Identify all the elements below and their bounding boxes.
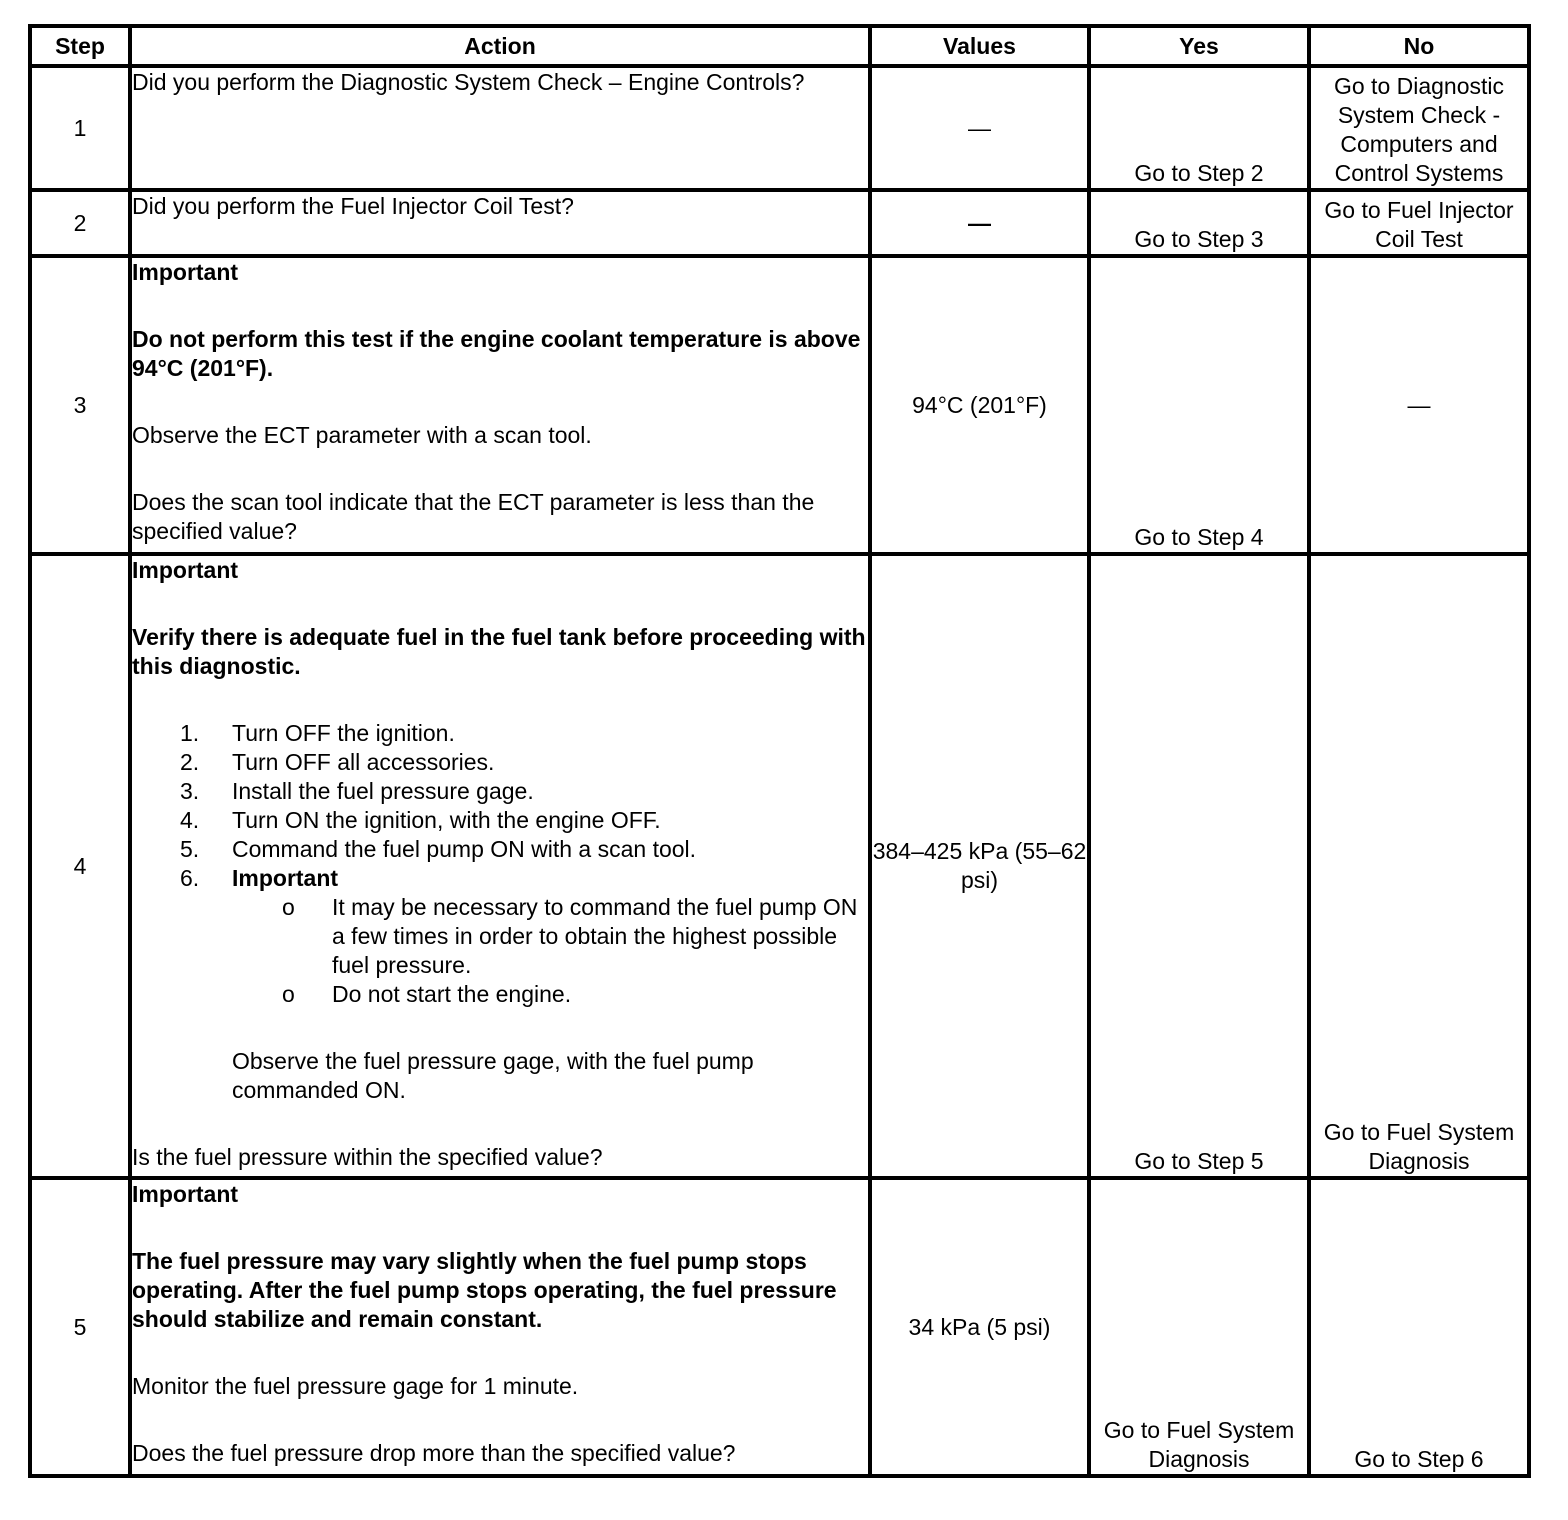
values-cell: — [870, 66, 1089, 190]
header-no: No [1309, 26, 1529, 66]
step-number: 2 [30, 190, 130, 256]
question-text: Is the fuel pressure within the specified value? [132, 1144, 603, 1170]
action-cell [130, 1178, 870, 1476]
bullet-icon: o [282, 981, 295, 1007]
sub-list-item: o Do not start the engine. [282, 981, 572, 1007]
header-values: Values [870, 26, 1089, 66]
no-cell: Go to Fuel System Diagnosis [1309, 554, 1529, 1178]
no-cell: — [1309, 256, 1529, 554]
observe-text: Observe the fuel pressure gage, with the fuel pump commanded ON. [232, 1048, 754, 1103]
list-item: 5. Command the fuel pump ON with a scan tool. [180, 836, 697, 862]
important-text: Do not perform this test if the engine coolant temperature is above 94°C (201°F). [132, 326, 861, 381]
instruction-text: Observe the ECT parameter with a scan tool. [132, 422, 592, 448]
important-text: The fuel pressure may vary slightly when the fuel pump stops operating. After the fuel pump stops operating, the fuel pressure should stabilize and remain constant. [132, 1248, 837, 1332]
step-number: 1 [30, 66, 130, 190]
header-action: Action [130, 26, 870, 66]
yes-cell: Go to Fuel System Diagnosis [1089, 1178, 1309, 1476]
important-text: Verify there is adequate fuel in the fuel tank before proceeding with this diagnostic. [132, 624, 866, 679]
yes-cell: Go to Step 3 [1089, 190, 1309, 256]
sub-list-item: o It may be necessary to command the fuel pump ON a few times in order to obtain the highest possible fuel pressure. [282, 894, 858, 978]
action-cell [130, 554, 870, 1178]
values-cell: — [870, 190, 1089, 256]
no-cell: Go to Diagnostic System Check - Computers and Control Systems [1309, 66, 1529, 190]
sub-list [232, 893, 868, 1009]
yes-cell: Go to Step 4 [1089, 256, 1309, 554]
action-cell [130, 190, 870, 256]
header-yes: Yes [1089, 26, 1309, 66]
header-step: Step [30, 26, 130, 66]
table-row [30, 190, 1529, 256]
question-text: Does the fuel pressure drop more than the specified value? [132, 1440, 736, 1466]
list-item: 1. Turn OFF the ignition. [180, 720, 455, 746]
step-number: 5 [30, 1178, 130, 1476]
values-cell: 94°C (201°F) [870, 256, 1089, 554]
values-cell: 34 kPa (5 psi) [870, 1178, 1089, 1476]
important-label: Important [132, 1181, 239, 1207]
important-label: Important [132, 259, 239, 285]
list-item: 2. Turn OFF all accessories. [180, 749, 495, 775]
step-number: 3 [30, 256, 130, 554]
no-cell: Go to Fuel Injector Coil Test [1309, 190, 1529, 256]
important-label: Important [132, 557, 239, 583]
table-row [30, 256, 1529, 554]
action-cell [130, 66, 870, 190]
diagnostic-table [28, 24, 1531, 1478]
values-cell: 384–425 kPa (55–62 psi) [870, 554, 1089, 1178]
action-text: Did you perform the Fuel Injector Coil Test? [132, 193, 574, 219]
yes-cell: Go to Step 2 [1089, 66, 1309, 190]
table-row [30, 66, 1529, 190]
action-cell [130, 256, 870, 554]
table-row [30, 1178, 1529, 1476]
procedure-list [132, 719, 868, 1009]
no-cell: Go to Step 6 [1309, 1178, 1529, 1476]
step-number: 4 [30, 554, 130, 1178]
diagnostic-document [28, 24, 1531, 1478]
list-item: 6. Important o It may be necessary to command the fuel pump ON a few times in order to obtain the highest possible fuel pressure. o Do not start the engine. [232, 864, 868, 1009]
bullet-icon: o [282, 894, 295, 920]
action-text: Did you perform the Diagnostic System Check – Engine Controls? [132, 69, 805, 95]
table-header-row [30, 26, 1529, 66]
list-item: 4. Turn ON the ignition, with the engine OFF. [180, 807, 661, 833]
question-text: Does the scan tool indicate that the ECT parameter is less than the specified value? [132, 489, 815, 544]
yes-cell: Go to Step 5 [1089, 554, 1309, 1178]
instruction-text: Monitor the fuel pressure gage for 1 minute. [132, 1373, 579, 1399]
table-row [30, 554, 1529, 1178]
list-item: 3. Install the fuel pressure gage. [180, 778, 534, 804]
